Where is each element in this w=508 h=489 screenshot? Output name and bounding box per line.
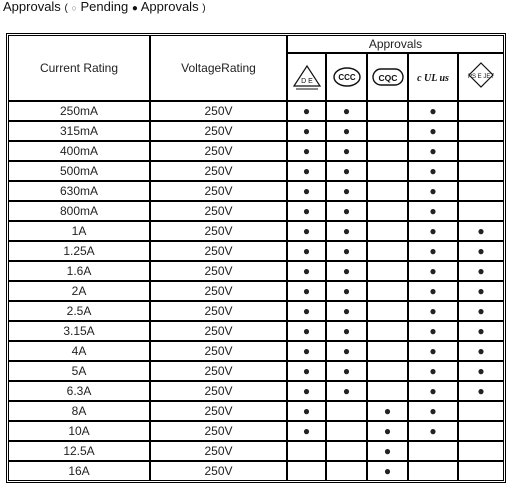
approval-mark-cell: ● [287, 301, 326, 321]
approval-mark-cell: ● [408, 241, 458, 261]
voltage-rating-cell: 250V [150, 241, 287, 261]
approval-mark-cell [287, 461, 326, 481]
current-rating-header: Current Rating [8, 35, 150, 101]
vde-icon-text: D E [300, 78, 313, 85]
voltage-rating-cell: 250V [150, 441, 287, 461]
approval-mark-cell: ● [326, 301, 367, 321]
current-rating-cell: 2.5A [8, 301, 150, 321]
approval-mark-cell: ● [287, 401, 326, 421]
pending-label: Pending [80, 0, 129, 14]
table-row [8, 261, 504, 281]
approval-mark-cell: ● [408, 301, 458, 321]
approval-mark-cell: ● [326, 241, 367, 261]
approval-mark-cell: ● [287, 161, 326, 181]
table-row [8, 441, 504, 461]
approval-mark-cell: ● [408, 141, 458, 161]
cqc-icon-text: CQC [378, 73, 397, 83]
table-row [8, 281, 504, 301]
table-row [8, 241, 504, 261]
voltage-rating-cell: 250V [150, 401, 287, 421]
approval-mark-cell [458, 101, 504, 121]
approval-mark-cell [367, 201, 408, 221]
approvals-header: Approvals [287, 35, 504, 53]
approval-mark-cell: ● [326, 361, 367, 381]
approval-mark-cell [326, 401, 367, 421]
approval-mark-cell [458, 181, 504, 201]
ccc-icon [331, 65, 363, 89]
approved-symbol: ● [131, 3, 138, 14]
approval-mark-cell: ● [408, 181, 458, 201]
voltage-rating-cell: 250V [150, 301, 287, 321]
approval-mark-cell [326, 461, 367, 481]
legend-label: Approvals [3, 0, 61, 14]
voltage-rating-cell: 250V [150, 201, 287, 221]
pse-jet-icon [466, 60, 496, 94]
current-rating-cell: 1A [8, 221, 150, 241]
approval-mark-cell: ● [408, 381, 458, 401]
approval-mark-cell: ● [326, 261, 367, 281]
voltage-rating-cell: 250V [150, 361, 287, 381]
approval-mark-cell [367, 101, 408, 121]
current-rating-cell: 3.15A [8, 321, 150, 341]
voltage-rating-cell: 250V [150, 161, 287, 181]
vde-icon [291, 60, 323, 94]
current-rating-cell: 5A [8, 361, 150, 381]
approval-mark-cell: ● [326, 161, 367, 181]
approval-mark-cell [367, 141, 408, 161]
legend-close-paren: ) [202, 3, 206, 14]
ul-logo-cell [408, 53, 458, 101]
approval-mark-cell: ● [287, 341, 326, 361]
approval-mark-cell [408, 441, 458, 461]
approval-mark-cell: ● [408, 321, 458, 341]
table-row [8, 121, 504, 141]
approval-mark-cell: ● [287, 321, 326, 341]
approval-mark-cell [367, 321, 408, 341]
approval-mark-cell: ● [287, 241, 326, 261]
voltage-rating-cell: 250V [150, 381, 287, 401]
voltage-rating-cell: 250V [150, 341, 287, 361]
approval-mark-cell: ● [326, 201, 367, 221]
approval-mark-cell: ● [408, 221, 458, 241]
approval-mark-cell: ● [458, 381, 504, 401]
approval-mark-cell: ● [408, 201, 458, 221]
table-row [8, 321, 504, 341]
approval-mark-cell: ● [287, 221, 326, 241]
approval-mark-cell: ● [287, 381, 326, 401]
current-rating-cell: 400mA [8, 141, 150, 161]
table-row [8, 141, 504, 161]
approval-mark-cell: ● [326, 381, 367, 401]
current-rating-cell: 250mA [8, 101, 150, 121]
approval-mark-cell [367, 221, 408, 241]
approval-mark-cell: ● [458, 321, 504, 341]
approval-mark-cell: ● [408, 361, 458, 381]
legend-open-paren: ( [64, 3, 68, 14]
approval-mark-cell: ● [367, 441, 408, 461]
approval-mark-cell [458, 161, 504, 181]
vde-logo-cell [287, 53, 326, 101]
approval-mark-cell: ● [367, 461, 408, 481]
approval-mark-cell: ● [408, 261, 458, 281]
approval-mark-cell: ● [326, 101, 367, 121]
voltage-rating-cell: 250V [150, 181, 287, 201]
approval-mark-cell: ● [408, 341, 458, 361]
approval-mark-cell: ● [458, 341, 504, 361]
approval-mark-cell: ● [458, 221, 504, 241]
approval-mark-cell [458, 441, 504, 461]
table-row [8, 181, 504, 201]
approval-mark-cell: ● [326, 321, 367, 341]
current-rating-cell: 16A [8, 461, 150, 481]
current-rating-cell: 500mA [8, 161, 150, 181]
pending-symbol: ○ [71, 3, 77, 13]
table-row [8, 341, 504, 361]
approval-mark-cell: ● [326, 141, 367, 161]
approval-mark-cell: ● [408, 121, 458, 141]
ccc-icon-text: CCC [337, 73, 356, 82]
approval-mark-cell: ● [326, 181, 367, 201]
approval-mark-cell [458, 421, 504, 441]
approval-mark-cell [458, 121, 504, 141]
table-row [8, 221, 504, 241]
approval-mark-cell: ● [408, 161, 458, 181]
approval-mark-cell: ● [326, 281, 367, 301]
approval-mark-cell: ● [287, 201, 326, 221]
approval-mark-cell: ● [458, 281, 504, 301]
approval-mark-cell [287, 441, 326, 461]
voltage-rating-cell: 250V [150, 321, 287, 341]
current-rating-cell: 315mA [8, 121, 150, 141]
approval-mark-cell: ● [408, 101, 458, 121]
approval-mark-cell: ● [287, 261, 326, 281]
approved-label: Approvals [140, 0, 199, 14]
approval-mark-cell [367, 261, 408, 281]
approval-mark-cell [458, 141, 504, 161]
approval-mark-cell [367, 121, 408, 141]
voltage-rating-cell: 250V [150, 261, 287, 281]
approval-mark-cell: ● [287, 181, 326, 201]
ul-recognized-icon [413, 65, 453, 89]
approval-mark-cell: ● [458, 241, 504, 261]
current-rating-cell: 1.6A [8, 261, 150, 281]
approval-mark-cell [367, 341, 408, 361]
approval-mark-cell: ● [326, 121, 367, 141]
pse-icon-text: PS E JET [467, 74, 495, 80]
cqc-logo-cell [367, 53, 408, 101]
current-rating-cell: 1.25A [8, 241, 150, 261]
approval-mark-cell: ● [287, 361, 326, 381]
approval-mark-cell: ● [458, 301, 504, 321]
approval-mark-cell [367, 361, 408, 381]
table-row [8, 201, 504, 221]
approval-mark-cell: ● [458, 261, 504, 281]
approvals-table [8, 35, 504, 481]
approval-mark-cell: ● [287, 141, 326, 161]
approval-mark-cell [458, 201, 504, 221]
voltage-rating-cell: 250V [150, 121, 287, 141]
approval-mark-cell [367, 241, 408, 261]
table-row [8, 161, 504, 181]
ul-icon-text: c UL us [417, 73, 449, 84]
approval-mark-cell: ● [458, 361, 504, 381]
approval-mark-cell [367, 181, 408, 201]
voltage-rating-cell: 250V [150, 141, 287, 161]
approval-mark-cell: ● [326, 341, 367, 361]
current-rating-cell: 2A [8, 281, 150, 301]
approvals-legend [3, 0, 206, 15]
voltage-rating-cell: 250V [150, 421, 287, 441]
approval-mark-cell [408, 461, 458, 481]
approval-mark-cell [367, 281, 408, 301]
approval-mark-cell: ● [367, 421, 408, 441]
approval-mark-cell: ● [287, 121, 326, 141]
approval-mark-cell [458, 461, 504, 481]
approval-mark-cell: ● [287, 421, 326, 441]
current-rating-cell: 8A [8, 401, 150, 421]
approval-mark-cell: ● [408, 281, 458, 301]
voltage-rating-cell: 250V [150, 281, 287, 301]
approval-mark-cell [367, 301, 408, 321]
approval-mark-cell: ● [326, 221, 367, 241]
approval-mark-cell [326, 421, 367, 441]
approval-mark-cell: ● [287, 281, 326, 301]
current-rating-cell: 10A [8, 421, 150, 441]
approval-mark-cell: ● [408, 421, 458, 441]
approval-mark-cell [367, 381, 408, 401]
pse-jet-logo-cell [458, 53, 504, 101]
table-row [8, 421, 504, 441]
voltage-rating-cell: 250V [150, 101, 287, 121]
approval-mark-cell: ● [287, 101, 326, 121]
table-row [8, 361, 504, 381]
approval-mark-cell: ● [408, 401, 458, 421]
current-rating-cell: 630mA [8, 181, 150, 201]
voltage-rating-cell: 250V [150, 221, 287, 241]
voltage-rating-header: VoltageRating [150, 35, 287, 101]
current-rating-cell: 12.5A [8, 441, 150, 461]
table-row [8, 461, 504, 481]
table-row [8, 381, 504, 401]
approval-mark-cell [458, 401, 504, 421]
approval-mark-cell [367, 161, 408, 181]
approval-mark-cell: ● [367, 401, 408, 421]
current-rating-cell: 4A [8, 341, 150, 361]
current-rating-cell: 800mA [8, 201, 150, 221]
table-row [8, 401, 504, 421]
cqc-icon [371, 66, 405, 88]
approval-mark-cell [326, 441, 367, 461]
voltage-rating-cell: 250V [150, 461, 287, 481]
table-row [8, 101, 504, 121]
current-rating-cell: 6.3A [8, 381, 150, 401]
ccc-logo-cell [326, 53, 367, 101]
table-row [8, 301, 504, 321]
